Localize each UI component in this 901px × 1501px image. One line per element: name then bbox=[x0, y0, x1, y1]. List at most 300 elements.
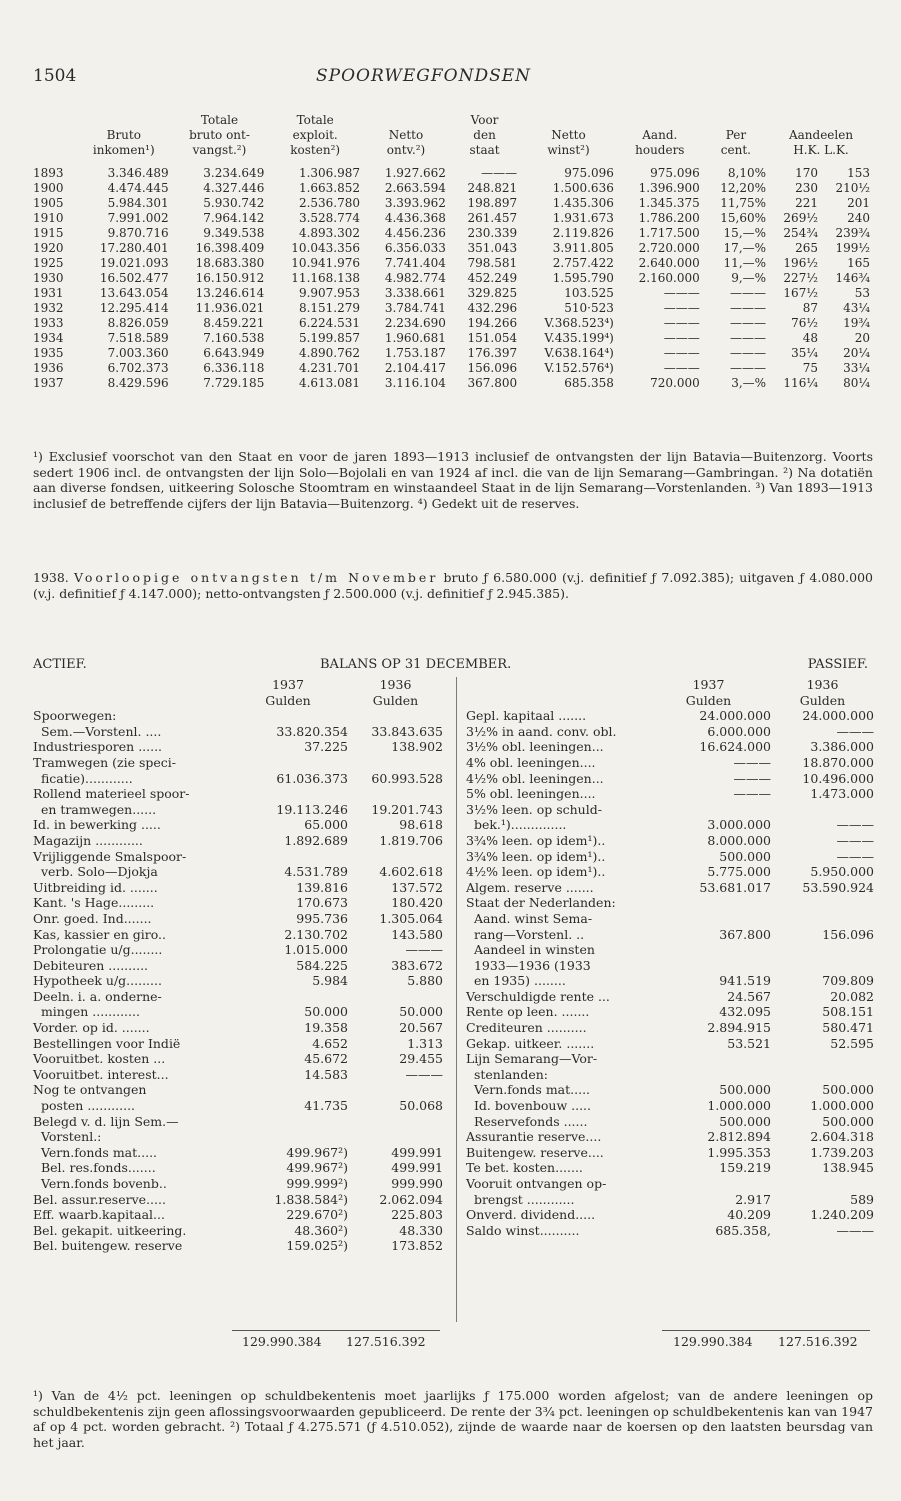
passief-row bbox=[466, 1051, 874, 1067]
passief-row bbox=[466, 1020, 874, 1036]
table-cell: 720.000 bbox=[650, 376, 700, 390]
actief-row bbox=[33, 1082, 443, 1098]
item-value: 5.880 bbox=[407, 973, 443, 989]
column-header: Totale bruto ont- vangst.²) bbox=[189, 113, 250, 157]
item-value: 1.995.353 bbox=[707, 1144, 771, 1160]
table-cell: 3.528.774 bbox=[298, 211, 361, 225]
table-cell: 4.982.774 bbox=[384, 271, 446, 285]
table-cell: 5.984.301 bbox=[107, 196, 169, 210]
actief-row bbox=[33, 833, 443, 849]
table-cell: 798.581 bbox=[467, 256, 518, 270]
item-label: Nog te ontvangen bbox=[33, 1082, 147, 1098]
item-value: 65.000 bbox=[304, 817, 348, 833]
table-cell: ——— bbox=[730, 286, 767, 300]
item-label: Prolongatie u/g........ bbox=[33, 942, 163, 958]
table-cell: 8,10% bbox=[727, 166, 767, 180]
actief-row bbox=[33, 1176, 443, 1192]
table-cell: 4.436.368 bbox=[384, 211, 446, 225]
table-cell: 48 bbox=[802, 331, 818, 345]
table-cell: 1.500.636 bbox=[552, 181, 614, 195]
item-value: 29.455 bbox=[399, 1051, 443, 1067]
table-cell: 367.800 bbox=[467, 376, 518, 390]
table-row bbox=[33, 331, 873, 346]
actief-row bbox=[33, 817, 443, 833]
item-label: Deeln. i. a. onderne- bbox=[33, 988, 162, 1004]
table-cell: 2.757.422 bbox=[552, 256, 614, 270]
item-value: 52.595 bbox=[830, 1035, 874, 1051]
table-cell: 1.717.500 bbox=[638, 226, 700, 240]
unit-gulden: Gulden bbox=[265, 692, 311, 708]
table-row bbox=[33, 166, 873, 181]
item-value: 5.775.000 bbox=[707, 864, 771, 880]
year-cell: 1915 bbox=[33, 226, 64, 240]
item-label: Spoorwegen: bbox=[33, 708, 117, 724]
item-value: 33.820.354 bbox=[276, 723, 348, 739]
table-cell: 10.043.356 bbox=[291, 241, 361, 255]
actief-row bbox=[33, 1051, 443, 1067]
table-cell: 2.234.690 bbox=[384, 316, 446, 330]
table-cell: 4.327.446 bbox=[203, 181, 265, 195]
provisional-label: Voorloopige ontvangsten t/m November bbox=[74, 570, 439, 585]
item-label: en 1935) ........ bbox=[466, 973, 566, 989]
table-cell: 4.456.236 bbox=[384, 226, 446, 240]
item-value: 1.305.064 bbox=[379, 910, 443, 926]
item-value: 37.225 bbox=[304, 739, 348, 755]
item-value: 40.209 bbox=[727, 1207, 771, 1223]
passief-row bbox=[466, 895, 874, 911]
table-cell: 167½ bbox=[783, 286, 818, 300]
item-value: 499.967²) bbox=[286, 1144, 348, 1160]
actief-column bbox=[33, 677, 443, 1254]
table-cell: 1.306.987 bbox=[298, 166, 361, 180]
table-cell: 18.683.380 bbox=[195, 256, 265, 270]
table-cell: 975.096 bbox=[650, 166, 700, 180]
item-value: 432.095 bbox=[719, 1004, 771, 1020]
table-cell: 9.907.953 bbox=[298, 286, 361, 300]
statistics-table-body bbox=[33, 166, 873, 391]
item-value: 20.082 bbox=[830, 988, 874, 1004]
actief-rows bbox=[33, 708, 443, 1254]
table-cell: 210½ bbox=[835, 181, 870, 195]
table-cell: 7.160.538 bbox=[203, 331, 265, 345]
table-row bbox=[33, 376, 873, 391]
table-row bbox=[33, 346, 873, 361]
actief-year-header bbox=[33, 677, 443, 693]
table-cell: 452.249 bbox=[467, 271, 518, 285]
item-value: ——— bbox=[733, 786, 771, 802]
item-value: 4.602.618 bbox=[379, 864, 443, 880]
item-label: Crediteuren .......... bbox=[466, 1020, 587, 1036]
actief-row bbox=[33, 1067, 443, 1083]
item-label: mingen ............ bbox=[33, 1004, 140, 1020]
item-value: ——— bbox=[733, 770, 771, 786]
table-cell: 432.296 bbox=[467, 301, 518, 315]
passief-row bbox=[466, 771, 874, 787]
passief-row bbox=[466, 1176, 874, 1192]
item-value: 1.739.203 bbox=[810, 1144, 874, 1160]
table-cell: 7.991.002 bbox=[107, 211, 169, 225]
table-cell: ——— bbox=[730, 331, 767, 345]
table-cell: 4.231.701 bbox=[298, 361, 361, 375]
column-header: Aandeelen H.K. L.K. bbox=[788, 128, 854, 157]
item-value: 589 bbox=[850, 1191, 874, 1207]
table-cell: 239¾ bbox=[835, 226, 870, 240]
table-cell: 15,60% bbox=[720, 211, 767, 225]
table-cell: 9,—% bbox=[731, 271, 767, 285]
table-cell: 87 bbox=[802, 301, 818, 315]
item-label: 3½% leen. op schuld- bbox=[466, 801, 602, 817]
item-label: Sem.—Vorstenl. .... bbox=[33, 723, 162, 739]
table-row bbox=[33, 211, 873, 226]
item-label: 4% obl. leeningen.... bbox=[466, 754, 596, 770]
table-cell: 265 bbox=[795, 241, 818, 255]
column-header: Bruto inkomen¹) bbox=[92, 128, 155, 157]
item-value: 500.000 bbox=[822, 1113, 874, 1129]
item-value: 1.892.689 bbox=[284, 832, 348, 848]
item-value: 5.984 bbox=[312, 973, 348, 989]
table-cell: 1.396.900 bbox=[638, 181, 700, 195]
item-value: 137.572 bbox=[391, 879, 443, 895]
table-cell: 8.429.596 bbox=[107, 376, 169, 390]
table-cell: 1.786.200 bbox=[638, 211, 700, 225]
passief-row bbox=[466, 786, 874, 802]
table-cell: 13.643.054 bbox=[99, 286, 169, 300]
statistics-table bbox=[33, 113, 873, 391]
table-cell: 7.729.185 bbox=[203, 376, 265, 390]
table-cell: 230 bbox=[795, 181, 818, 195]
item-value: 3.386.000 bbox=[810, 739, 874, 755]
table-cell: 3.784.741 bbox=[384, 301, 446, 315]
table-cell: 146¾ bbox=[835, 271, 870, 285]
footnote-statistics: ¹) Exclusief voorschot van den Staat en voor de jaren 1893—1913 inclusief de ontvangsten der lijn Batavia—Buitenzorg. Voorts sedert 1906 incl. de ontvangsten der lijn Solo—Bojolali en van 1924 af incl. die van de lijn Semarang—Gambringan. ²) Na dotatiën aan diverse fondsen, uitkeering Solosche Stoomtram en winstaandeel Staat in de lijn Semarang—Vorstenlanden. ³) Van 1893—1913 inclusief de betreffende cijfers der lijn Batavia—Buitenzorg. ⁴) Gedekt uit de reserves. bbox=[33, 449, 873, 511]
passief-row bbox=[466, 1082, 874, 1098]
item-label: en tramwegen...... bbox=[33, 801, 157, 817]
table-cell: 7.518.589 bbox=[107, 331, 169, 345]
year-cell: 1934 bbox=[33, 331, 64, 345]
table-cell: 221 bbox=[795, 196, 818, 210]
table-cell: 20¼ bbox=[843, 346, 870, 360]
table-cell: 7.964.142 bbox=[203, 211, 265, 225]
year-cell: 1893 bbox=[33, 166, 64, 180]
passief-total-1936: 127.516.392 bbox=[778, 1334, 858, 1349]
item-value: 53.521 bbox=[727, 1035, 771, 1051]
item-label: Bel. res.fonds....... bbox=[33, 1160, 156, 1176]
actief-row bbox=[33, 786, 443, 802]
passief-rows bbox=[466, 708, 874, 1238]
item-label: Vern.fonds mat..... bbox=[466, 1082, 591, 1098]
table-cell: ——— bbox=[663, 301, 700, 315]
item-label: Te bet. kosten....... bbox=[466, 1160, 583, 1176]
table-cell: 6.702.373 bbox=[107, 361, 169, 375]
item-label: Uitbreiding id. ....... bbox=[33, 879, 158, 895]
item-value: 1.000.000 bbox=[707, 1098, 771, 1114]
item-value: 367.800 bbox=[719, 926, 771, 942]
unit-gulden: Gulden bbox=[685, 692, 732, 708]
item-label: verb. Solo—Djokja bbox=[33, 864, 158, 880]
year-cell: 1910 bbox=[33, 211, 64, 225]
passief-row bbox=[466, 864, 874, 880]
item-label: Gepl. kapitaal ....... bbox=[466, 708, 587, 724]
passief-row bbox=[466, 833, 874, 849]
item-value: 1.015.000 bbox=[284, 942, 348, 958]
item-label: Vrijliggende Smalspoor- bbox=[33, 848, 187, 864]
actief-unit-header bbox=[33, 693, 443, 709]
table-cell: 9.870.716 bbox=[107, 226, 169, 240]
table-cell: 975.096 bbox=[564, 166, 614, 180]
page-number: 1504 bbox=[33, 66, 77, 86]
table-cell: 2.160.000 bbox=[638, 271, 700, 285]
table-cell: 11,—% bbox=[723, 256, 767, 270]
provisional-text: bruto ƒ 6.580.000 (v.j. definitief ƒ 7.092.385); uitgaven ƒ 4.080.000 (v.j. definitief ƒ 4.147.000); netto-ontvangsten ƒ 2.500.000 (v.j. definitief ƒ 2.945.385). bbox=[33, 570, 873, 601]
column-header: Netto winst²) bbox=[547, 128, 590, 157]
item-value: 6.000.000 bbox=[707, 723, 771, 739]
table-cell: 151.054 bbox=[467, 331, 518, 345]
item-value: ——— bbox=[836, 1222, 874, 1238]
table-cell: ——— bbox=[730, 346, 767, 360]
item-label: Buitengew. reserve.... bbox=[466, 1144, 604, 1160]
table-cell: ——— bbox=[663, 316, 700, 330]
table-cell: 2.119.826 bbox=[552, 226, 614, 240]
table-cell: 199½ bbox=[835, 241, 870, 255]
table-cell: 194.266 bbox=[467, 316, 518, 330]
item-label: Reservefonds ...... bbox=[466, 1113, 588, 1129]
passief-row bbox=[466, 1004, 874, 1020]
passief-row bbox=[466, 973, 874, 989]
passief-total-1937: 129.990.384 bbox=[673, 1334, 753, 1349]
table-cell: 156.096 bbox=[467, 361, 518, 375]
column-divider bbox=[456, 677, 457, 1322]
column-header: Totale exploit. kosten²) bbox=[290, 113, 341, 157]
item-value: 10.496.000 bbox=[802, 770, 874, 786]
item-value: 1.240.209 bbox=[810, 1207, 874, 1223]
unit-gulden: Gulden bbox=[372, 692, 419, 708]
item-value: 999.990 bbox=[391, 1176, 443, 1191]
item-value: 2.917 bbox=[735, 1191, 771, 1207]
table-cell: 3.338.661 bbox=[384, 286, 446, 300]
table-cell: 176.397 bbox=[467, 346, 518, 360]
item-value: 499.991 bbox=[391, 1144, 443, 1160]
item-value: 138.945 bbox=[822, 1160, 874, 1176]
item-label: Industriesporen ...... bbox=[33, 739, 163, 755]
table-cell: 4.613.081 bbox=[298, 376, 361, 390]
item-label: Bestellingen voor Indië bbox=[33, 1035, 181, 1051]
year-cell: 1920 bbox=[33, 241, 64, 255]
table-cell: V.435.199⁴) bbox=[544, 331, 614, 345]
table-row bbox=[33, 181, 873, 196]
item-label: Vern.fonds mat..... bbox=[33, 1144, 158, 1160]
item-value: 1.473.000 bbox=[810, 786, 874, 802]
table-cell: 76½ bbox=[791, 316, 818, 330]
actief-row bbox=[33, 802, 443, 818]
table-cell: V.638.164⁴) bbox=[544, 346, 614, 360]
actief-row bbox=[33, 1114, 443, 1130]
item-label: Hypotheek u/g......... bbox=[33, 973, 162, 989]
table-row bbox=[33, 196, 873, 211]
item-label: Kant. 's Hage......... bbox=[33, 895, 155, 911]
year-cell: 1932 bbox=[33, 301, 64, 315]
unit-gulden: Gulden bbox=[799, 692, 846, 708]
item-label: Belegd v. d. lijn Sem.— bbox=[33, 1113, 179, 1129]
table-row bbox=[33, 226, 873, 241]
item-value: 14.583 bbox=[304, 1066, 348, 1082]
item-label: 4½% obl. leeningen... bbox=[466, 770, 604, 786]
table-row bbox=[33, 241, 873, 256]
table-cell: ——— bbox=[730, 316, 767, 330]
table-cell: V.152.576⁴) bbox=[544, 361, 614, 375]
table-cell: 1.960.681 bbox=[384, 331, 446, 345]
balance-title: BALANS OP 31 DECEMBER. bbox=[320, 657, 512, 672]
table-cell: 240 bbox=[847, 211, 870, 225]
item-value: 3.000.000 bbox=[707, 817, 771, 833]
table-cell: 4.893.302 bbox=[298, 226, 361, 240]
item-value: 139.816 bbox=[296, 879, 348, 895]
table-cell: 329.825 bbox=[467, 286, 518, 300]
item-label: Vorstenl.: bbox=[33, 1129, 102, 1145]
item-value: 50.000 bbox=[399, 1004, 443, 1020]
table-cell: 2.663.594 bbox=[384, 181, 446, 195]
year-1936: 1936 bbox=[806, 677, 839, 692]
running-title: SPOORWEGFONDSEN bbox=[316, 66, 532, 86]
table-cell: 4.474.445 bbox=[107, 181, 169, 195]
item-label: Staat der Nederlanden: bbox=[466, 895, 616, 911]
item-label: Vooruitbet. kosten ... bbox=[33, 1051, 166, 1067]
item-value: 499.991 bbox=[391, 1160, 443, 1176]
item-value: 159.025²) bbox=[286, 1238, 348, 1254]
table-cell: 685.358 bbox=[564, 376, 614, 390]
item-value: 19.201.743 bbox=[371, 801, 443, 817]
year-cell: 1933 bbox=[33, 316, 64, 330]
actief-row bbox=[33, 1020, 443, 1036]
item-value: 685.358, bbox=[715, 1222, 771, 1238]
actief-row bbox=[33, 1192, 443, 1208]
item-value: 24.567 bbox=[727, 988, 771, 1004]
passief-row bbox=[466, 755, 874, 771]
table-cell: 4.890.762 bbox=[298, 346, 361, 360]
item-value: 499.967²) bbox=[286, 1160, 348, 1176]
table-cell: 230.339 bbox=[467, 226, 518, 240]
table-cell: 11,75% bbox=[720, 196, 767, 210]
table-row bbox=[33, 271, 873, 286]
item-value: 2.062.094 bbox=[379, 1191, 443, 1207]
item-label: Rente op leen. ....... bbox=[466, 1004, 590, 1020]
table-cell: 7.741.404 bbox=[384, 256, 446, 270]
item-value: 19.358 bbox=[304, 1020, 348, 1036]
item-label: 5% obl. leeningen.... bbox=[466, 786, 596, 802]
passief-row bbox=[466, 1129, 874, 1145]
passief-row bbox=[466, 927, 874, 943]
item-value: 995.736 bbox=[296, 910, 348, 926]
item-label: Kas, kassier en giro.. bbox=[33, 926, 167, 942]
item-label: Onverd. dividend..... bbox=[466, 1207, 596, 1223]
item-label: rang—Vorstenl. .. bbox=[466, 926, 585, 942]
item-value: 2.604.318 bbox=[810, 1129, 874, 1145]
actief-row bbox=[33, 989, 443, 1005]
item-label: Onr. goed. Ind....... bbox=[33, 910, 152, 926]
item-label: Saldo winst.......... bbox=[466, 1222, 580, 1238]
table-cell: 3.346.489 bbox=[107, 166, 169, 180]
item-value: 20.567 bbox=[399, 1020, 443, 1036]
passief-row bbox=[466, 1223, 874, 1239]
item-value: 180.420 bbox=[391, 895, 443, 911]
actief-row bbox=[33, 755, 443, 771]
actief-row bbox=[33, 1129, 443, 1145]
actief-row bbox=[33, 1160, 443, 1176]
year-1938: 1938. bbox=[33, 570, 69, 585]
table-cell: 16.398.409 bbox=[195, 241, 265, 255]
item-label: Id. bovenbouw ..... bbox=[466, 1098, 591, 1114]
table-cell: 11.936.021 bbox=[195, 301, 265, 315]
item-value: 1.819.706 bbox=[379, 832, 443, 848]
actief-row bbox=[33, 958, 443, 974]
passief-column bbox=[466, 677, 874, 1238]
table-cell: 227½ bbox=[783, 271, 818, 285]
table-row bbox=[33, 361, 873, 376]
passief-year-header bbox=[466, 677, 874, 693]
table-cell: 254¾ bbox=[783, 226, 818, 240]
table-cell: 16.150.912 bbox=[195, 271, 265, 285]
passief-row bbox=[466, 1098, 874, 1114]
item-value: 500.000 bbox=[719, 848, 771, 864]
table-cell: 20 bbox=[854, 331, 870, 345]
item-label: 1933—1936 (1933 bbox=[466, 957, 591, 973]
table-cell: 5.199.857 bbox=[298, 331, 361, 345]
table-cell: 9.349.538 bbox=[203, 226, 265, 240]
table-cell: 3,—% bbox=[731, 376, 767, 390]
table-row bbox=[33, 301, 873, 316]
item-label: ficatie)............ bbox=[33, 770, 133, 786]
provisional-1938-note bbox=[33, 570, 873, 601]
item-label: Lijn Semarang—Vor- bbox=[466, 1051, 598, 1067]
item-label: Algem. reserve ....... bbox=[466, 879, 594, 895]
item-label: Tramwegen (zie speci- bbox=[33, 754, 177, 770]
item-value: ——— bbox=[733, 754, 771, 770]
table-cell: 3.911.805 bbox=[552, 241, 614, 255]
table-cell: 351.043 bbox=[467, 241, 518, 255]
item-value: ——— bbox=[836, 817, 874, 833]
item-value: 48.330 bbox=[399, 1222, 443, 1238]
table-cell: 6.336.118 bbox=[203, 361, 265, 375]
item-value: 159.219 bbox=[719, 1160, 771, 1176]
item-label: Vooruitbet. interest... bbox=[33, 1066, 169, 1082]
item-value: 50.000 bbox=[304, 1004, 348, 1020]
actief-row bbox=[33, 1238, 443, 1254]
table-cell: 8.151.279 bbox=[298, 301, 361, 315]
passief-unit-header bbox=[466, 693, 874, 709]
item-value: 138.902 bbox=[391, 739, 443, 755]
item-label: Id. in bewerking ..... bbox=[33, 817, 161, 833]
year-1937: 1937 bbox=[692, 677, 725, 692]
passief-row bbox=[466, 1067, 874, 1083]
table-cell: 1.927.662 bbox=[384, 166, 446, 180]
table-cell: 153 bbox=[847, 166, 870, 180]
table-cell: 201 bbox=[847, 196, 870, 210]
actief-total-1937: 129.990.384 bbox=[242, 1334, 322, 1349]
actief-row bbox=[33, 942, 443, 958]
item-value: 156.096 bbox=[822, 926, 874, 942]
item-value: ——— bbox=[836, 723, 874, 739]
item-value: 143.580 bbox=[391, 926, 443, 942]
table-cell: 75 bbox=[802, 361, 818, 375]
item-value: 2.812.894 bbox=[707, 1129, 771, 1145]
actief-row bbox=[33, 708, 443, 724]
item-value: 61.036.373 bbox=[276, 770, 348, 786]
year-cell: 1925 bbox=[33, 256, 64, 270]
item-value: 33.843.635 bbox=[371, 723, 443, 739]
table-cell: 2.640.000 bbox=[638, 256, 700, 270]
table-cell: 198.897 bbox=[467, 196, 518, 210]
item-label: 3½% obl. leeningen... bbox=[466, 739, 604, 755]
actief-row bbox=[33, 771, 443, 787]
